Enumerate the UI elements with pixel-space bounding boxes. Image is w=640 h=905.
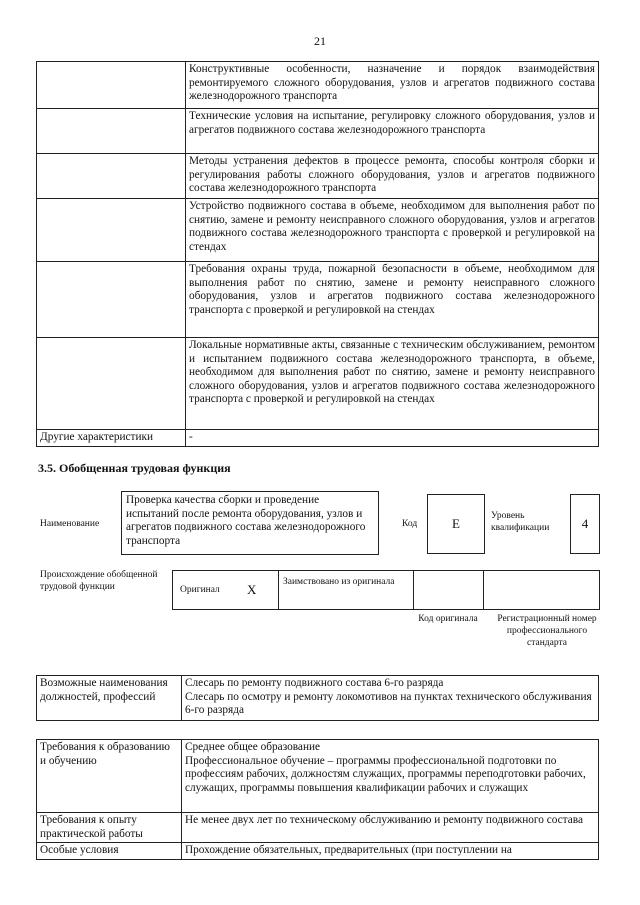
- code-label: Код: [402, 519, 418, 529]
- table-row: [37, 154, 599, 199]
- level-box: [570, 494, 600, 554]
- table-cell-label: Особые условия: [37, 843, 182, 860]
- position-line: Слесарь по ремонту подвижного состава 6-го разряда: [185, 677, 444, 689]
- page-number: 21: [314, 34, 326, 48]
- origin-borrowed: Заимствовано из оригинала: [283, 577, 395, 587]
- requirement-line: Прохождение обязательных, предварительных (при поступлении на: [185, 844, 512, 856]
- table-cell-left: [37, 199, 186, 262]
- table-cell-left: [37, 62, 186, 109]
- table-row: [37, 62, 599, 109]
- table-row: [37, 338, 599, 430]
- reg-number-label: Регистрационный номер профессионального стандарта: [497, 614, 597, 648]
- code-value: E: [452, 516, 460, 531]
- table-cell-left: [37, 154, 186, 199]
- level-value: 4: [581, 516, 589, 531]
- position-line: Слесарь по осмотру и ремонту локомотивов на пунктах технического обслуживания 6-го разряда: [185, 690, 592, 716]
- table-row: [37, 262, 599, 338]
- table-cell-label: Возможные наименования должностей, профессий: [37, 676, 182, 721]
- origin-box: [172, 570, 600, 610]
- requirement-line: Не менее двух лет по техническому обслуживанию и ремонту подвижного состава: [185, 814, 583, 826]
- origin-mark: X: [247, 582, 257, 597]
- table-cell-left: [37, 109, 186, 154]
- table-cell-value: [182, 676, 599, 721]
- table-cell-value: [182, 843, 599, 860]
- table-cell-right: Локальные нормативные акты, связанные с техническим обслуживанием, ремонтом и испытанием подвижного состава железнодорожного транспорта, в объеме, необходимом для выполнения работ по снятию, замене и ремонту неисправного сложного оборудования, узлов и агрегатов подвижного состава железнодорожного транспорта с проверкой и регулировкой на стендах: [186, 338, 599, 430]
- table-cell-left: [37, 338, 186, 430]
- table-row: [37, 430, 599, 447]
- level-label: Уровень квалификации: [491, 511, 550, 533]
- table-cell-label: Требования к образованию и обучению: [37, 740, 182, 813]
- table-row: [37, 813, 599, 843]
- code-original-label: Код оригинала: [418, 614, 478, 624]
- code-box: [427, 494, 485, 554]
- origin-divider: [278, 571, 279, 609]
- requirement-line: Среднее общее образование: [185, 741, 321, 753]
- table-cell-left: Другие характеристики: [37, 430, 186, 447]
- origin-label: Происхождение обобщенной трудовой функции: [40, 570, 158, 592]
- table-row: [37, 676, 599, 721]
- table-cell-right: Устройство подвижного состава в объеме, необходимом для выполнения работ по снятию, замене и ремонту неисправного сложного оборудования, узлов и агрегатов подвижного состава железнодорожного транспорта с проверкой и регулировкой на стендах: [186, 199, 599, 262]
- table-cell-value: [182, 813, 599, 843]
- table-row: [37, 740, 599, 813]
- table-cell-right: Методы устранения дефектов в процессе ремонта, способы контроля сборки и регулирования работы сложного оборудования, узлов и агрегатов подвижного состава железнодорожного транспорта: [186, 154, 599, 199]
- table-cell-right: Технические условия на испытание, регулировку сложного оборудования, узлов и агрегатов подвижного состава железнодорожного транспорта: [186, 109, 599, 154]
- positions-table: [36, 675, 599, 721]
- name-label: Наименование: [40, 519, 100, 529]
- requirements-table: [36, 739, 599, 860]
- table-cell-right: Конструктивные особенности, назначение и порядок взаимодействия ремонтируемого сложного оборудования, узлов и агрегатов подвижного состава железнодорожного транспорта: [186, 62, 599, 109]
- table-cell-left: [37, 262, 186, 338]
- table-row: [37, 843, 599, 860]
- table-cell-right: -: [186, 430, 599, 447]
- name-value: Проверка качества сборки и проведение испытаний после ремонта оборудования, узлов и агрегатов подвижного состава железнодорожного транспорта: [126, 494, 366, 547]
- origin-original: Оригинал: [180, 585, 220, 595]
- section-title: 3.5. Обобщенная трудовая функция: [38, 461, 231, 475]
- table-row: [37, 199, 599, 262]
- table-cell-label: Требования к опыту практической работы: [37, 813, 182, 843]
- origin-divider: [413, 571, 414, 609]
- origin-divider: [483, 571, 484, 609]
- requirement-line: Профессиональное обучение – программы профессиональной подготовки по профессиям рабочих, должностям служащих, программы переподготовки рабочих, служащих, программы повышения квалификации рабочих и служащих: [185, 754, 586, 794]
- knowledge-table: [36, 61, 599, 447]
- name-value-box: [121, 491, 379, 555]
- table-row: [37, 109, 599, 154]
- table-cell-value: [182, 740, 599, 813]
- table-cell-right: Требования охраны труда, пожарной безопасности в объеме, необходимом для выполнения работ по снятию, замене и ремонту неисправного сложного оборудования, узлов и агрегатов подвижного состава железнодорожного транспорта с проверкой и регулировкой на стендах: [186, 262, 599, 338]
